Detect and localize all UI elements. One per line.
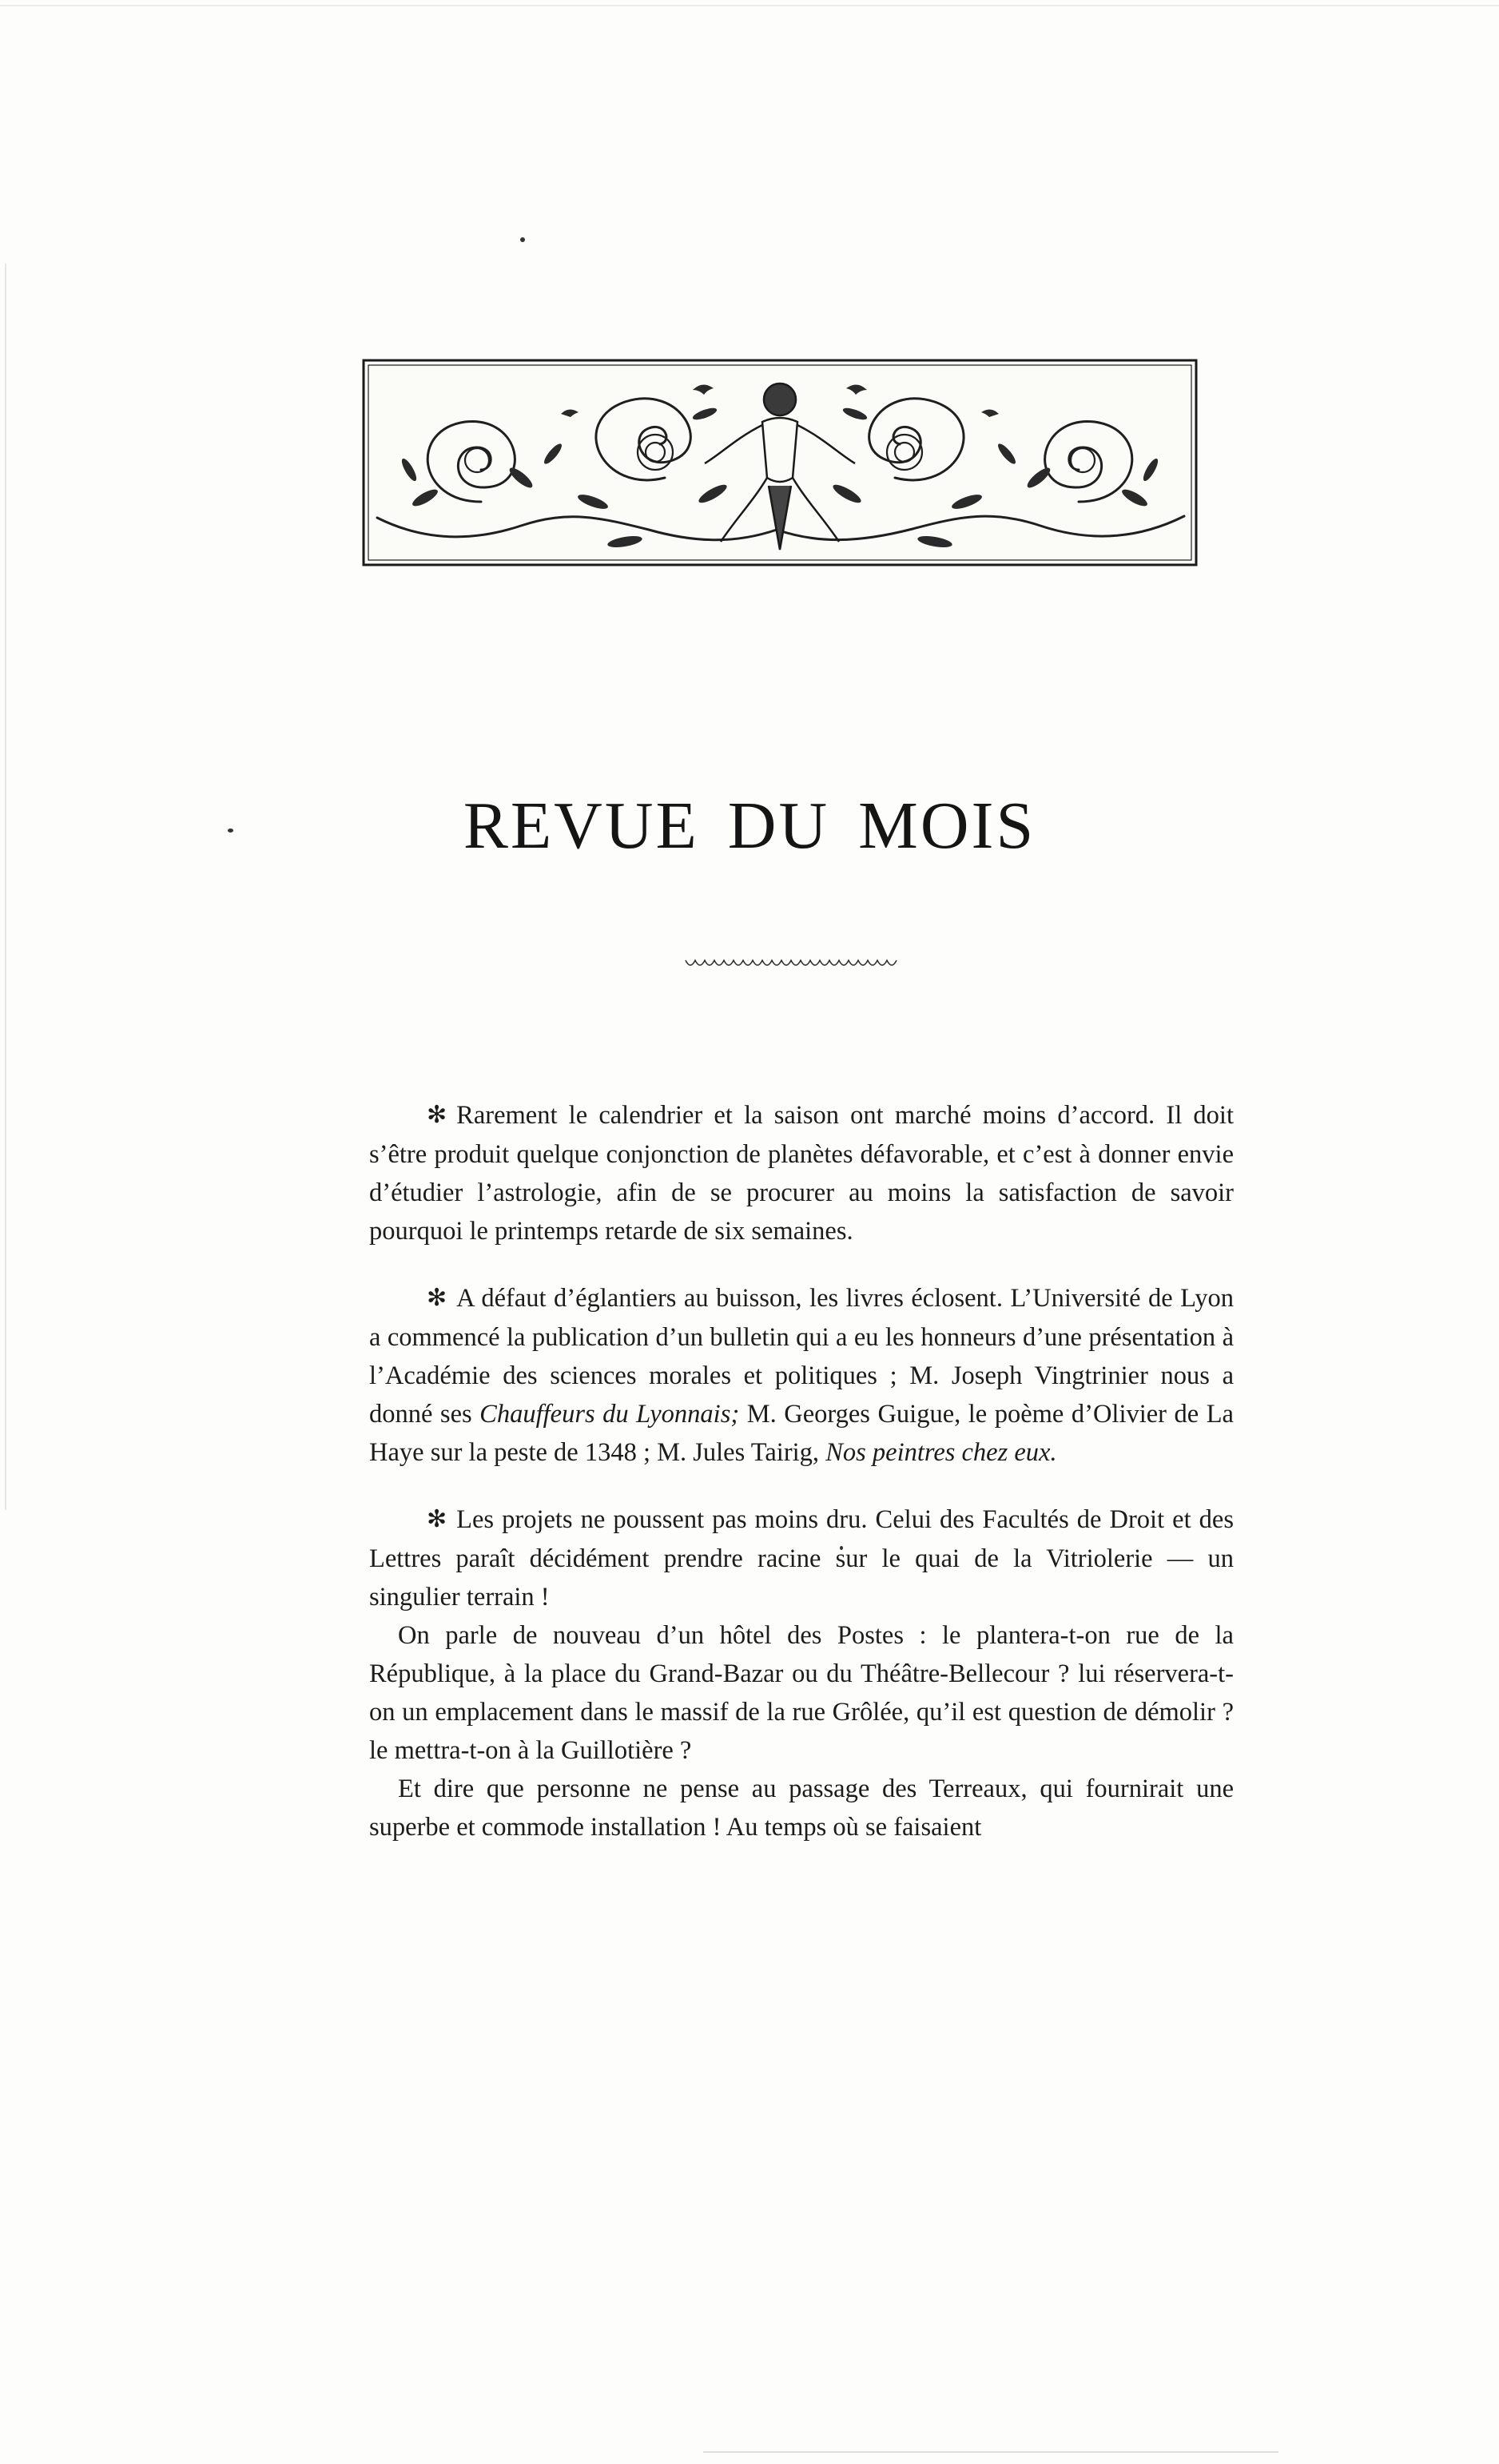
book-title: Chauffeurs du Lyonnais; <box>479 1400 740 1429</box>
title-word: MOIS <box>858 789 1036 863</box>
headpiece-ornament-icon <box>361 358 1199 567</box>
paragraph-text: M. Georges Guigue, le poème d’Olivier de La Haye sur la peste de 1348 ; M. Jules Tairig, <box>369 1400 1234 1467</box>
paragraph-text: Les projets ne poussent pas moins dru. Celui des Facultés de Droit et des Lettres paraît décidément prendre racine sur le quai de la Vitriolerie — un singulier terrain ! <box>369 1505 1234 1612</box>
paragraph-text: On parle de nouveau d’un hôtel des Postes : le plantera-t-on rue de la République, à la place du Grand-Bazar ou du Théâtre-Bellecour ? lui réservera-t-on un emplacement dans le massif de la rue Grôlée, qu’il est question de démolir ? le mettra-t-on à la Guillotière ? <box>369 1621 1234 1765</box>
scan-artifact-line <box>703 2451 1278 2453</box>
scan-artifact-line <box>0 5 1499 6</box>
title-word: DU <box>727 789 830 863</box>
paragraph-text: Rarement le calendrier et la saison ont marché moins d’accord. Il doit s’être produit quelque conjonction de planètes défavorable, et c’est à donner envie d’étudier l’astrologie, afin de se procurer au moins la satisfaction de savoir pourquoi le printemps retarde de six semaines. <box>369 1101 1234 1246</box>
paragraph <box>369 1500 1234 1616</box>
page-title <box>0 787 1499 864</box>
paragraph-text: A défaut d’églantiers au buisson, les livres éclosent. L’Université de Lyon a commencé la publication d’un bulletin qui a eu les honneurs d’une présentation à l’Académie des sciences morales et politiques ; M. Joseph Vingtrinier nous a donné ses <box>369 1284 1234 1429</box>
article-body <box>369 1096 1234 1846</box>
paragraph-text: Et dire que personne ne pense au passage des Terreaux, qui fournirait une superbe et commode installation ! Au temps où se faisaient <box>369 1774 1234 1842</box>
scan-speck <box>520 237 525 242</box>
asterisk-marker-icon: ✻ <box>427 1506 447 1532</box>
book-title: Nos peintres chez eux. <box>825 1438 1057 1467</box>
asterisk-marker-icon: ✻ <box>427 1285 447 1311</box>
squiggle-divider-icon <box>684 956 905 973</box>
paragraph <box>369 1096 1234 1250</box>
paragraph <box>369 1616 1234 1770</box>
paragraph <box>369 1770 1234 1846</box>
paragraph <box>369 1279 1234 1472</box>
title-word: REVUE <box>463 789 699 863</box>
asterisk-marker-icon: ✻ <box>427 1102 447 1128</box>
scan-artifact-line <box>5 264 6 1510</box>
